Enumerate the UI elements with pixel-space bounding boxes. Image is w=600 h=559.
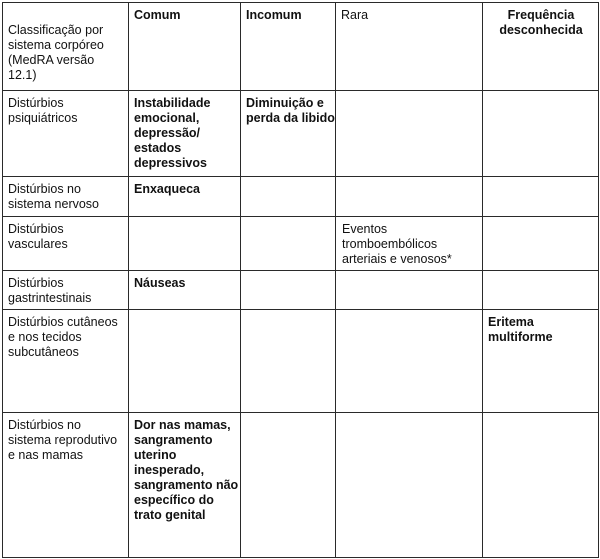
rara-cell: Eventos tromboembólicos arteriais e venosos* (336, 217, 483, 271)
system-class-cell: Distúrbios psiquiátricos (3, 91, 129, 177)
comum-cell (129, 217, 241, 271)
comum-cell: Enxaqueca (129, 177, 241, 217)
adverse-reactions-table (2, 2, 599, 558)
header-rara: Rara (336, 3, 483, 91)
table-row (3, 177, 599, 217)
rara-cell (336, 177, 483, 217)
rara-cell (336, 310, 483, 413)
table-row (3, 271, 599, 310)
frequencia-cell (483, 217, 599, 271)
frequencia-cell: Eritema multiforme (483, 310, 599, 413)
rara-cell (336, 91, 483, 177)
table-row (3, 217, 599, 271)
system-class-cell: Distúrbios gastrintestinais (3, 271, 129, 310)
frequencia-cell (483, 271, 599, 310)
header-comum: Comum (129, 3, 241, 91)
table-row (3, 310, 599, 413)
incomum-cell (241, 217, 336, 271)
system-class-cell: Distúrbios no sistema nervoso (3, 177, 129, 217)
system-class-cell: Distúrbios no sistema reprodutivo e nas mamas (3, 413, 129, 558)
incomum-cell (241, 310, 336, 413)
incomum-cell (241, 413, 336, 558)
frequencia-cell (483, 91, 599, 177)
comum-cell (129, 310, 241, 413)
table-row (3, 91, 599, 177)
header-row (3, 3, 599, 91)
table-row (3, 413, 599, 558)
rara-cell (336, 413, 483, 558)
incomum-cell (241, 271, 336, 310)
rara-cell (336, 271, 483, 310)
frequencia-cell (483, 177, 599, 217)
comum-cell: Dor nas mamas, sangramento uterino inesperado, sangramento não específico do trato genital (129, 413, 241, 558)
frequencia-cell (483, 413, 599, 558)
system-class-cell: Distúrbios vasculares (3, 217, 129, 271)
header-system-class: Classificação por sistema corpóreo (MedRA versão 12.1) (3, 3, 129, 91)
incomum-cell (241, 177, 336, 217)
header-incomum: Incomum (241, 3, 336, 91)
comum-cell: Instabilidade emocional, depressão/ estados depressivos (129, 91, 241, 177)
system-class-cell: Distúrbios cutâneos e nos tecidos subcutâneos (3, 310, 129, 413)
comum-cell: Náuseas (129, 271, 241, 310)
header-frequencia-desconhecida: Frequência desconhecida (483, 3, 599, 91)
incomum-cell: Diminuição e perda da libido (241, 91, 336, 177)
